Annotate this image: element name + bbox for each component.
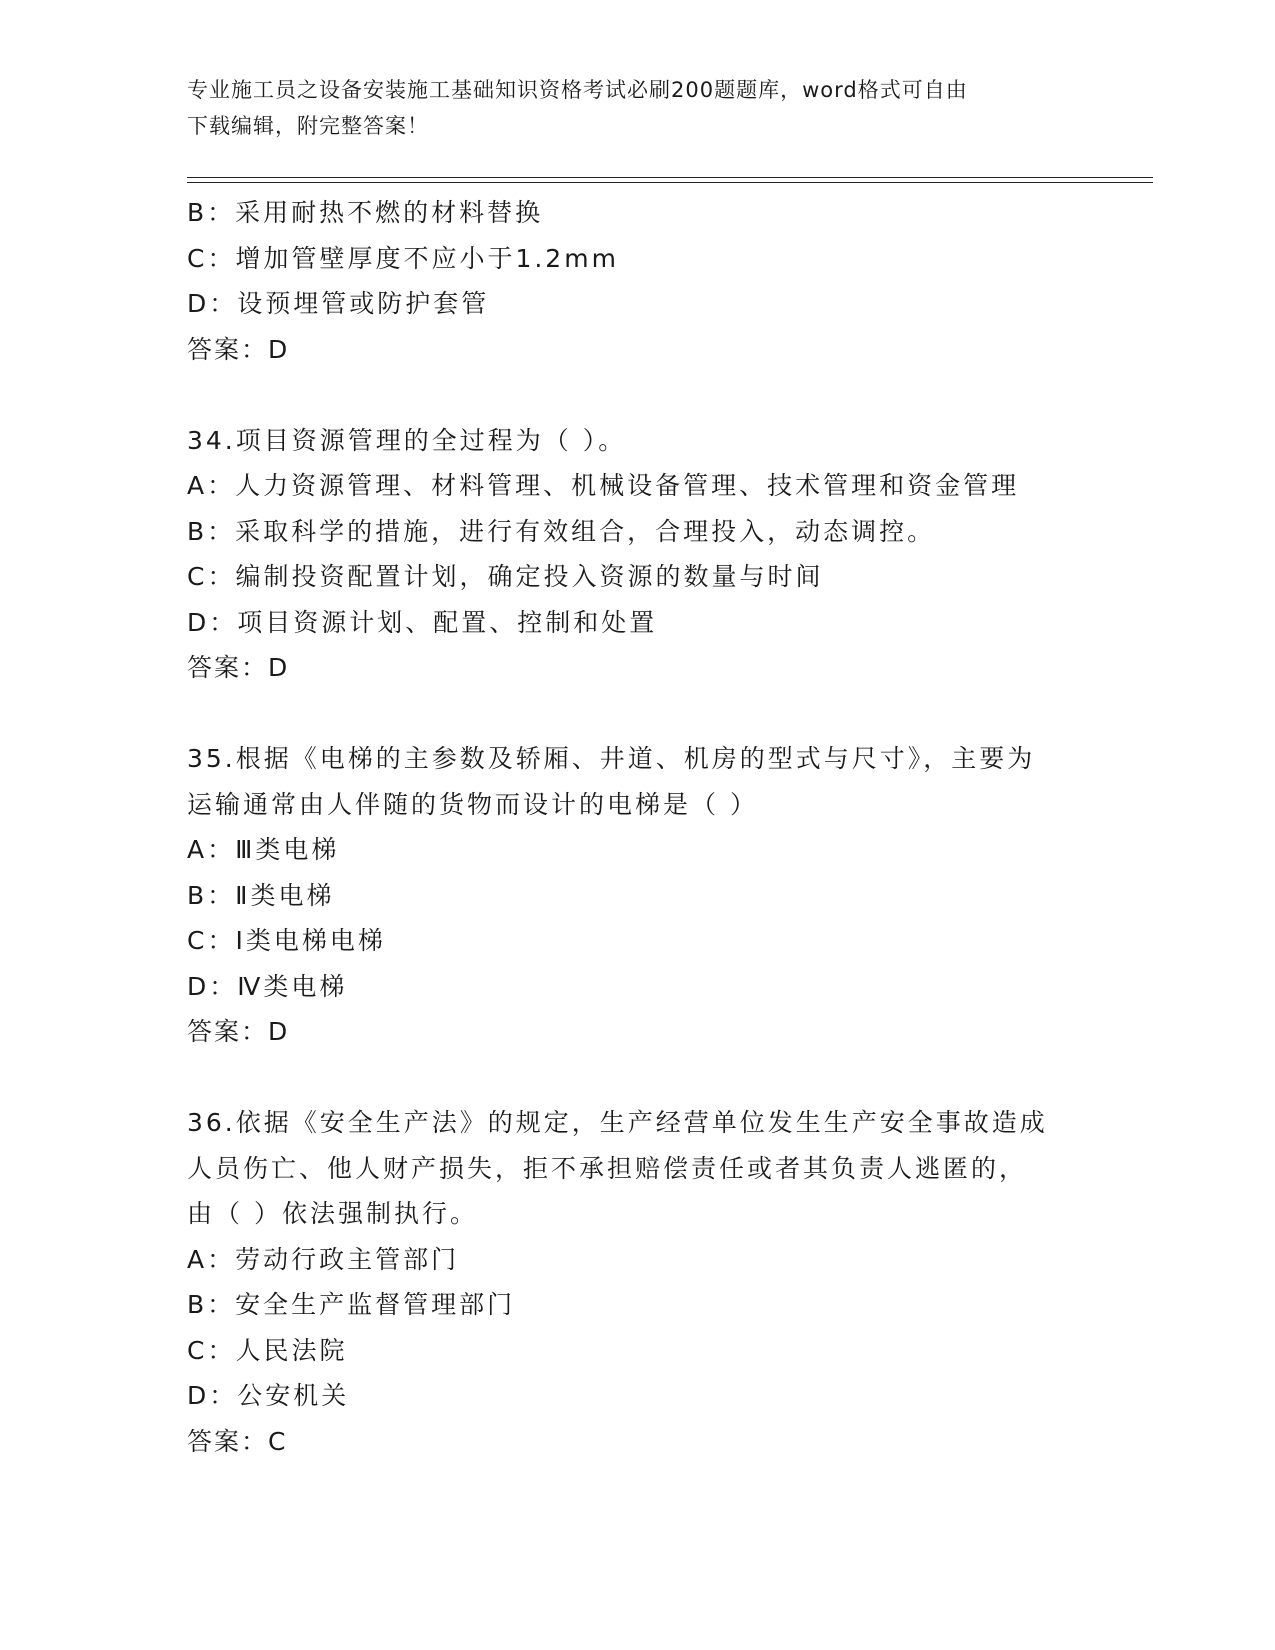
question-stem: 34.项目资源管理的全过程为（ ）。 — [187, 425, 627, 455]
answer-line: 答案：D — [187, 653, 290, 682]
option-d: D：项目资源计划、配置、控制和处置 — [187, 607, 658, 637]
option-c: C：人民法院 — [187, 1335, 348, 1365]
option-d: D：公安机关 — [187, 1381, 350, 1410]
question-list — [187, 190, 1087, 1464]
option-a: A：人力资源管理、材料管理、机械设备管理、技术管理和资金管理 — [187, 471, 1020, 500]
question-stem: 36.依据《安全生产法》的规定，生产经营单位发生生产安全事故造成 — [187, 1108, 1048, 1137]
spacer — [187, 372, 1087, 418]
header-line-1: 专业施工员之设备安装施工基础知识资格考试必刷200题题库，word格式可自由 — [187, 78, 968, 102]
option-a: A：劳动行政主管部门 — [187, 1244, 460, 1274]
question-36 — [187, 1100, 1087, 1464]
option-d: D：设预埋管或防护套管 — [187, 289, 490, 318]
option-b: B：采用耐热不燃的材料替换 — [187, 198, 544, 227]
option-c: C：增加管壁厚度不应小于1.2mm — [187, 243, 619, 273]
header-divider-top — [187, 177, 1153, 178]
question-35 — [187, 736, 1087, 1055]
spacer — [187, 1055, 1087, 1101]
option-c: C：编制投资配置计划，确定投入资源的数量与时间 — [187, 562, 824, 591]
answer-line: 答案：D — [187, 1017, 290, 1046]
option-d: D：Ⅳ类电梯 — [187, 971, 348, 1001]
option-b: B：安全生产监督管理部门 — [187, 1290, 516, 1319]
question-stem: 由（ ）依法强制执行。 — [187, 1199, 478, 1228]
option-b: B：采取科学的措施，进行有效组合，合理投入，动态调控。 — [187, 516, 936, 546]
question-fragment — [187, 190, 1087, 372]
option-a: A：Ⅲ类电梯 — [187, 835, 340, 864]
header-divider-bottom — [187, 182, 1153, 183]
option-c: C：Ⅰ类电梯电梯 — [187, 926, 386, 955]
spacer — [187, 691, 1087, 737]
option-b: B：Ⅱ类电梯 — [187, 880, 335, 910]
document-header — [187, 72, 1087, 144]
question-stem: 运输通常由人伴随的货物而设计的电梯是（ ） — [187, 789, 758, 819]
question-stem: 35.根据《电梯的主参数及轿厢、井道、机房的型式与尺寸》，主要为 — [187, 744, 1036, 773]
answer-line: 答案：C — [187, 1426, 288, 1456]
question-stem: 人员伤亡、他人财产损失，拒不承担赔偿责任或者其负责人逃匿的， — [187, 1153, 1028, 1183]
question-34 — [187, 418, 1087, 691]
header-line-2: 下载编辑，附完整答案！ — [187, 114, 429, 138]
answer-line: 答案：D — [187, 334, 290, 364]
